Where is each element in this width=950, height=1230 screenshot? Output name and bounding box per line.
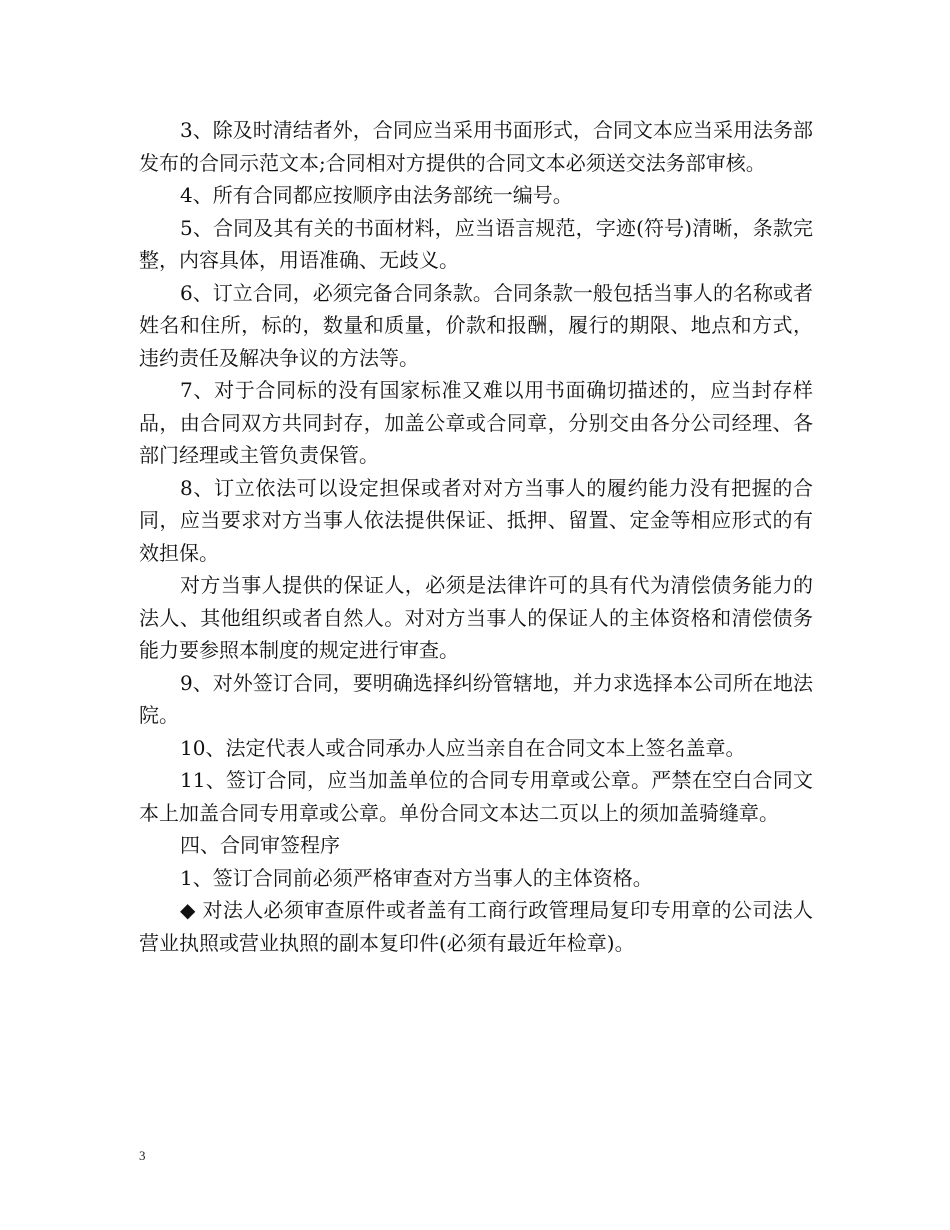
paragraph-clause-4: 4、所有合同都应按顺序由法务部统一编号。 [180, 183, 573, 207]
paragraph-review-1: 1、签订合同前必须严格审查对方当事人的主体资格。 [180, 865, 653, 890]
document-body [139, 114, 813, 959]
paragraph-clause-5: 5、合同及其有关的书面材料，应当语言规范，字迹(符号)清晰，条款完整，内容具体，用语准确、无歧义。 [139, 215, 813, 272]
page-number: 3 [139, 1148, 146, 1163]
paragraph-clause-3: 3、除及时清结者外，合同应当采用书面形式，合同文本应当采用法务部发布的合同示范文本;合同相对方提供的合同文本必须送交法务部审核。 [139, 118, 813, 175]
paragraph-clause-11: 11、签订合同，应当加盖单位的合同专用章或公章。严禁在空白合同文本上加盖合同专用章或公章。单份合同文本达二页以上的须加盖骑缝章。 [139, 768, 813, 825]
paragraph-clause-10: 10、法定代表人或合同承办人应当亲自在合同文本上签名盖章。 [180, 735, 746, 760]
paragraph-clause-7: 7、对于合同标的没有国家标准又难以用书面确切描述的，应当封存样品，由合同双方共同封存，加盖公章或合同章，分别交由各分公司经理、各部门经理或主管负责保管。 [139, 378, 813, 467]
paragraph-clause-8: 8、订立依法可以设定担保或者对对方当事人的履约能力没有把握的合同，应当要求对方当事人依法提供保证、抵押、留置、定金等相应形式的有效担保。 [139, 475, 813, 565]
paragraph-clause-9: 9、对外签订合同，要明确选择纠纷管辖地，并力求选择本公司所在地法院。 [139, 670, 813, 727]
section-heading-review-procedure: 四、合同审签程序 [180, 833, 340, 857]
paragraph-bullet-legal-entity: ◆ 对法人必须审查原件或者盖有工商行政管理局复印专用章的公司法人营业执照或营业执照的副本复印件(必须有最近年检章)。 [139, 898, 813, 955]
paragraph-clause-6: 6、订立合同，必须完备合同条款。合同条款一般包括当事人的名称或者姓名和住所，标的，数量和质量，价款和报酬，履行的期限、地点和方式，违约责任及解决争议的方法等。 [139, 280, 813, 370]
paragraph-guarantor: 对方当事人提供的保证人，必须是法律许可的具有代为清偿债务能力的法人、其他组织或者自然人。对对方当事人的保证人的主体资格和清偿债务能力要参照本制度的规定进行审查。 [139, 573, 813, 662]
